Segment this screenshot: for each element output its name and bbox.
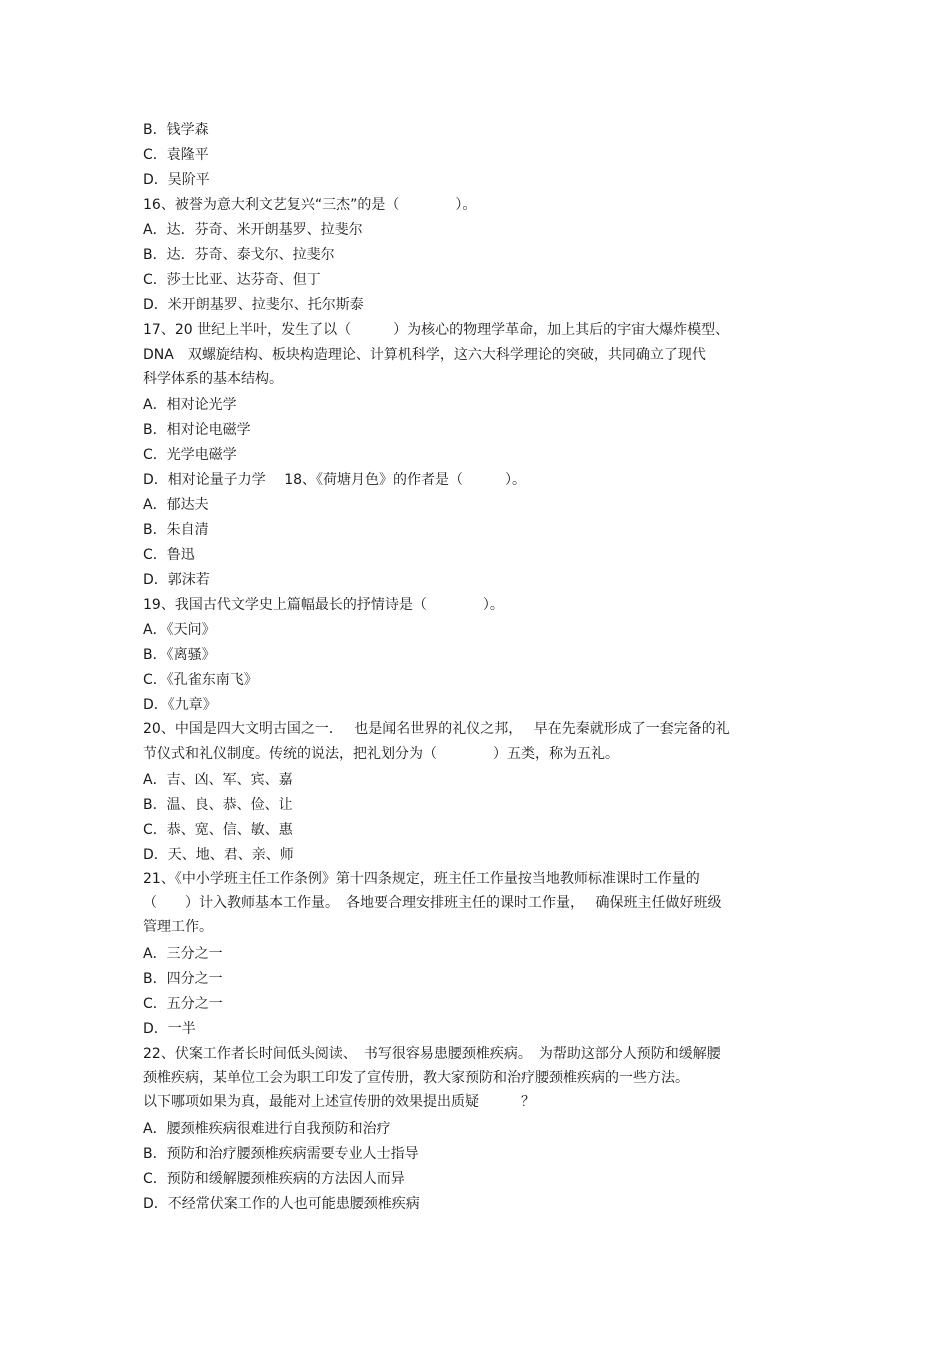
- option-line: C．五分之一: [143, 996, 223, 1012]
- option-line: B．相对论电磁学: [143, 422, 251, 438]
- option-line: B．朱自清: [143, 522, 209, 538]
- option-line: D．《九章》: [143, 697, 217, 713]
- option-line: B．四分之一: [143, 971, 223, 987]
- question-22-cont: 颈椎疾病，某单位工会为职工印发了宣传册，教大家预防和治疗腰颈椎疾病的一些方法。: [143, 1070, 689, 1086]
- question-21-cont: （ ）计入教师基本工作量。 各地要合理安排班主任的课时工作量， 确保班主任做好班级: [143, 895, 722, 911]
- option-line: D．一半: [143, 1021, 196, 1037]
- question-17-cont: 科学体系的基本结构。: [143, 371, 283, 387]
- option-line: C．莎士比亚、达芬奇、但丁: [143, 272, 321, 288]
- option-line: B．钱学森: [143, 122, 209, 138]
- question-22-cont: 以下哪项如果为真，最能对上述宣传册的效果提出质疑 ？: [143, 1094, 535, 1110]
- option-line: B．温、良、恭、俭、让: [143, 797, 293, 813]
- option-and-question-18: D．相对论量子力学 18、《荷塘月色》的作者是（ ）。: [143, 472, 527, 488]
- question-21-cont: 管理工作。: [143, 919, 213, 935]
- question-21: 21、《中小学班主任工作条例》第十四条规定，班主任工作量按当地教师标准课时工作量的: [143, 871, 700, 887]
- option-line: C．预防和缓解腰颈椎疾病的方法因人而异: [143, 1171, 405, 1187]
- question-17: 17、20 世纪上半叶，发生了以（ ）为核心的物理学革命，加上其后的宇宙大爆炸模型、: [143, 322, 730, 338]
- option-line: C．恭、宽、信、敏、惠: [143, 822, 293, 838]
- question-17-cont: DNA 双螺旋结构、板块构造理论、计算机科学，这六大科学理论的突破，共同确立了现代: [143, 347, 706, 363]
- option-line: D．米开朗基罗、拉斐尔、托尔斯泰: [143, 297, 364, 313]
- option-line: A．腰颈椎疾病很难进行自我预防和治疗: [143, 1121, 391, 1137]
- question-20-cont: 节仪式和礼仪制度。传统的说法，把礼划分为（ ）五类，称为五礼。: [143, 746, 619, 762]
- option-line: C．光学电磁学: [143, 447, 237, 463]
- option-line: A．吉、凶、军、宾、嘉: [143, 772, 293, 788]
- option-line: D．不经常伏案工作的人也可能患腰颈椎疾病: [143, 1196, 420, 1212]
- option-line: A．郁达夫: [143, 497, 209, 513]
- option-line: D．吴阶平: [143, 172, 210, 188]
- question-19: 19、我国古代文学史上篇幅最长的抒情诗是（ ）。: [143, 597, 504, 613]
- option-line: C．袁隆平: [143, 147, 209, 163]
- question-16: 16、被誉为意大利文艺复兴“三杰”的是（ ）。: [143, 197, 477, 213]
- option-line: A．达．芬奇、米开朗基罗、拉斐尔: [143, 222, 363, 238]
- option-line: B．预防和治疗腰颈椎疾病需要专业人士指导: [143, 1146, 419, 1162]
- question-22: 22、伏案工作者长时间低头阅读、 书写很容易患腰颈椎疾病。 为帮助这部分人预防和缓解腰: [143, 1046, 721, 1062]
- option-line: B．达．芬奇、泰戈尔、拉斐尔: [143, 247, 335, 263]
- option-line: A．相对论光学: [143, 397, 237, 413]
- option-line: C．鲁迅: [143, 547, 195, 563]
- option-line: B．《离骚》: [143, 647, 216, 663]
- option-line: D．天、地、君、亲、师: [143, 847, 294, 863]
- option-line: A．三分之一: [143, 946, 223, 962]
- option-line: C．《孔雀东南飞》: [143, 672, 258, 688]
- option-line: A．《天问》: [143, 622, 216, 638]
- option-line: D．郭沫若: [143, 572, 210, 588]
- question-20: 20、中国是四大文明古国之一． 也是闻名世界的礼仪之邦， 早在先秦就形成了一套完备的礼: [143, 721, 730, 737]
